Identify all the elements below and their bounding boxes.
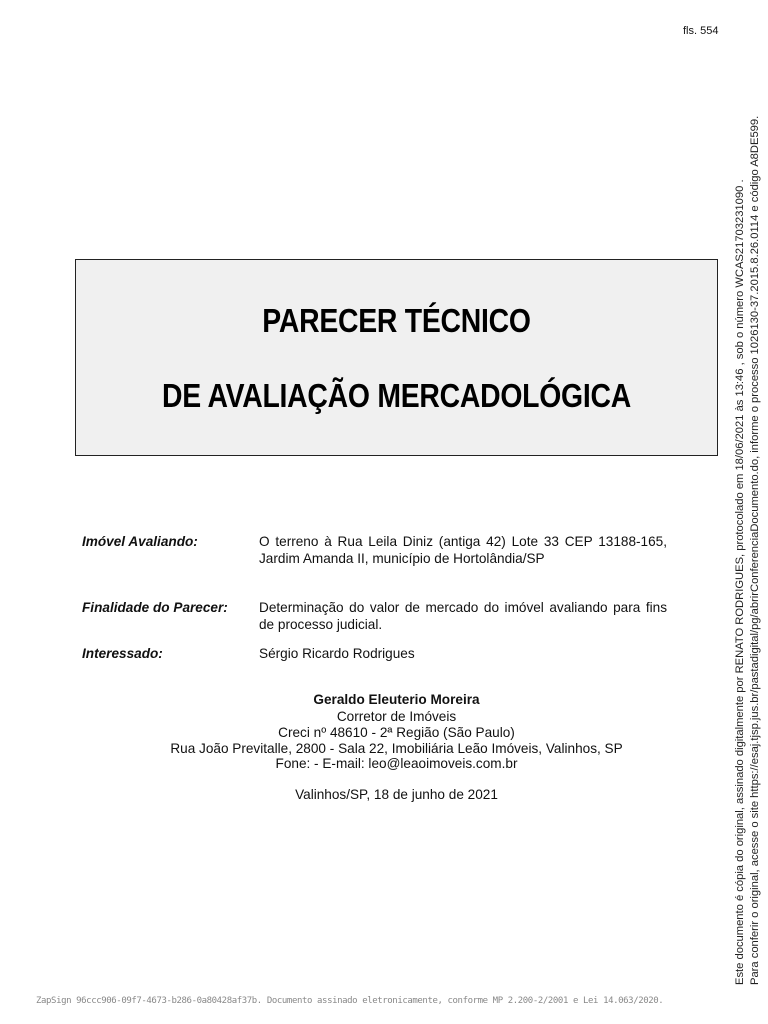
- signer-role: Corretor de Imóveis: [336, 709, 457, 724]
- title-line-2: DE AVALIAÇÃO MERCADOLÓGICA: [162, 377, 631, 414]
- signer-contact-text: Fone: - E-mail: leo@leaoimoveis.com.br: [275, 756, 518, 771]
- signer-name: Geraldo Eleuterio Moreira: [313, 692, 480, 707]
- side-notice-line-2: Para conferir o original, acesse o site https://esaj.tjsp.jus.br/pastadigital/pg/abrirConferenciaDocumento.do, informe o processo 1026130-37.2015.8.26.0114 e código A8DE599.: [749, 115, 761, 985]
- field-label: Imóvel Avaliando:: [82, 534, 198, 549]
- field-value: Determinação do valor de mercado do imóvel avaliando para fins de processo judicial.: [259, 600, 667, 632]
- title-box: [75, 259, 718, 456]
- page-number: fls. 554: [683, 25, 719, 37]
- title-line-1: PARECER TÉCNICO: [262, 302, 531, 339]
- signer-creci: Creci nº 48610 - 2ª Região (São Paulo): [278, 725, 515, 740]
- zapsign-footer: ZapSign 96ccc906-09f7-4673-b286-0a80428af37b. Documento assinado eletronicamente, conforme MP 2.200-2/2001 e Lei 14.063/2020.: [36, 996, 664, 1006]
- field-value: O terreno à Rua Leila Diniz (antiga 42) Lote 33 CEP 13188-165, Jardim Amanda II, município de Hortolândia/SP: [259, 534, 667, 566]
- field-value: Sérgio Ricardo Rodrigues: [259, 646, 415, 661]
- place-date: Valinhos/SP, 18 de junho de 2021: [295, 787, 498, 802]
- side-notice-line-1: Este documento é cópia do original, assinado digitalmente por RENATO RODRIGUES, protocolado em 18/06/2021 às 13:46 , sob o número WCAS21703231090 .: [734, 179, 746, 985]
- field-label: Interessado:: [82, 646, 163, 661]
- side-notice: [733, 115, 763, 985]
- signer-contact: [75, 756, 718, 772]
- field-label: Finalidade do Parecer:: [82, 600, 228, 615]
- signer-address: Rua João Previtalle, 2800 - Sala 22, Imobiliária Leão Imóveis, Valinhos, SP: [170, 741, 623, 756]
